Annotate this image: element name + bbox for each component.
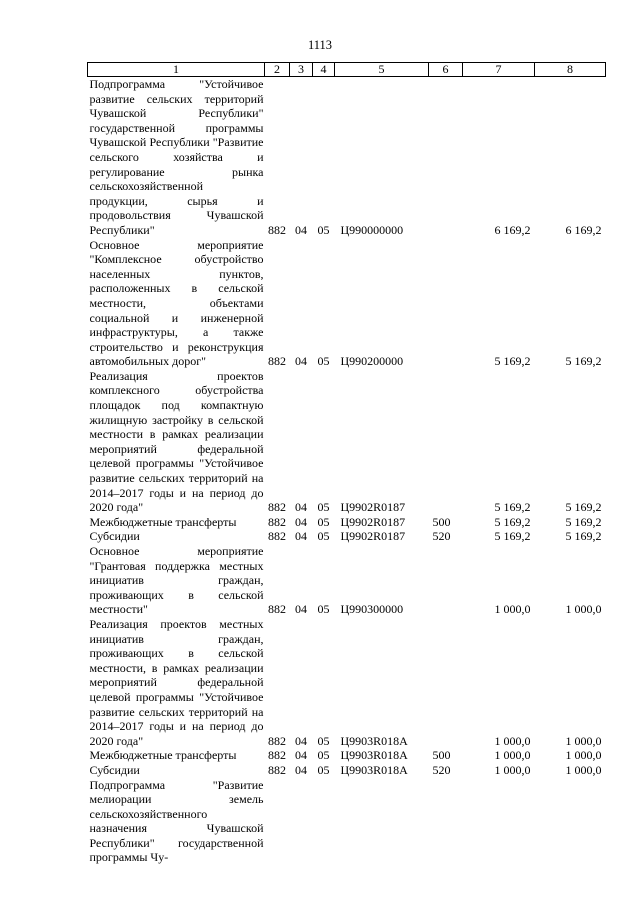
table-row	[88, 77, 606, 238]
table-row	[88, 617, 606, 748]
section-code-cell: 04	[295, 762, 307, 777]
row-name-cell: Основное мероприятие "Комплексное обустройство населенных пунктов, расположенных в сельской местности, объектами социальной и инженерной инфраструктуры, а также строительство и реконструкция автомобильных дорог"	[89, 237, 264, 369]
target-article-cell: Ц990200000	[340, 354, 404, 369]
expense-group-cell: 500	[432, 514, 451, 529]
subsection-code-cell: 05	[317, 733, 330, 748]
amount-2-cell: 5 169,2	[565, 500, 602, 515]
section-code-cell: 04	[295, 733, 307, 748]
amount-2-cell: 1 000,0	[565, 748, 602, 763]
row-name-cell: Субсидии	[89, 529, 140, 544]
amount-1-cell: 1 000,0	[494, 748, 531, 763]
section-code-cell: 04	[295, 602, 307, 617]
table-body	[88, 77, 606, 866]
subsection-code-cell: 05	[317, 529, 330, 544]
expense-group-cell	[429, 544, 463, 617]
ministry-code-cell: 882	[268, 222, 286, 237]
subsection-code-cell: 05	[317, 602, 330, 617]
expense-group-cell	[429, 617, 463, 748]
amount-1-cell	[463, 778, 535, 866]
section-code-cell: 04	[295, 222, 307, 237]
header-col-target: 5	[335, 63, 429, 77]
ministry-code-cell: 882	[268, 762, 286, 777]
header-col-amount-1: 7	[463, 63, 535, 77]
amount-2-cell: 1 000,0	[565, 733, 602, 748]
amount-1-cell: 5 169,2	[494, 514, 531, 529]
section-code-cell: 04	[295, 514, 307, 529]
amount-2-cell: 1 000,0	[565, 602, 602, 617]
table-row	[88, 748, 606, 763]
target-article-cell: Ц9903R018A	[340, 733, 408, 748]
amount-2-cell: 5 169,2	[565, 529, 602, 544]
amount-1-cell: 1 000,0	[494, 762, 531, 777]
expense-group-cell	[429, 369, 463, 515]
amount-2-cell: 6 169,2	[565, 222, 602, 237]
target-article-cell	[335, 778, 429, 866]
table-row	[88, 529, 606, 544]
row-name-cell: Основное мероприятие "Грантовая поддержка местных инициатив граждан, проживающих в сельской местности"	[89, 544, 264, 617]
ministry-code-cell: 882	[268, 500, 286, 515]
subsection-code-cell: 05	[317, 354, 330, 369]
ministry-code-cell: 882	[268, 748, 286, 763]
row-name-cell: Реализация проектов местных инициатив граждан, проживающих в сельской местности, в рамках реализации мероприятий федеральной целевой программы "Устойчивое развитие сельских территорий на 2014–2017 годы и на период до 2020 года"	[89, 616, 264, 748]
table-row	[88, 778, 606, 866]
header-col-ministry: 2	[265, 63, 290, 77]
expense-group-cell: 520	[432, 762, 451, 777]
table-row	[88, 369, 606, 515]
subsection-code-cell: 05	[317, 762, 330, 777]
section-code-cell: 04	[295, 354, 307, 369]
amount-2-cell: 1 000,0	[565, 762, 602, 777]
header-col-amount-2: 8	[535, 63, 606, 77]
target-article-cell: Ц9903R018A	[340, 762, 408, 777]
section-code-cell: 04	[295, 529, 307, 544]
row-name-cell: Подпрограмма "Устойчивое развитие сельских территорий Чувашской Республики" государственной программы Чувашской Республики "Развитие сельского хозяйства и регулирование рынка сельскохозяйственной продукции, сырья и продовольствия Чувашской Республики"	[89, 77, 264, 237]
header-row	[88, 63, 606, 77]
row-name-cell: Подпрограмма "Развитие мелиорации земель сельскохозяйственного назначения Чувашской Республики" государственной программы Чу-	[89, 777, 264, 865]
subsection-code-cell: 05	[317, 500, 330, 515]
ministry-code-cell: 882	[268, 602, 286, 617]
page-number: 1113	[307, 38, 333, 52]
expense-group-cell	[429, 77, 463, 238]
table-row	[88, 515, 606, 530]
header-col-group: 6	[429, 63, 463, 77]
section-code-cell	[290, 778, 313, 866]
amount-1-cell: 6 169,2	[494, 222, 531, 237]
target-article-cell: Ц990000000	[340, 222, 404, 237]
table-row	[88, 763, 606, 778]
header-col-name: 1	[88, 63, 265, 77]
expense-group-cell	[429, 778, 463, 866]
ministry-code-cell: 882	[268, 354, 286, 369]
budget-table	[87, 62, 606, 865]
section-code-cell: 04	[295, 748, 307, 763]
target-article-cell: Ц9902R0187	[340, 500, 406, 515]
ministry-code-cell: 882	[268, 733, 286, 748]
amount-2-cell: 5 169,2	[565, 514, 602, 529]
subsection-code-cell	[313, 778, 335, 866]
section-code-cell: 04	[295, 500, 307, 515]
header-col-section: 3	[290, 63, 313, 77]
row-name-cell: Субсидии	[89, 762, 140, 777]
amount-1-cell: 1 000,0	[494, 602, 531, 617]
subsection-code-cell: 05	[317, 222, 330, 237]
amount-1-cell: 5 169,2	[494, 354, 531, 369]
target-article-cell: Ц9902R0187	[340, 514, 406, 529]
target-article-cell: Ц9902R0187	[340, 529, 406, 544]
row-name-cell: Межбюджетные трансферты	[89, 748, 237, 763]
subsection-code-cell: 05	[317, 748, 330, 763]
expense-group-cell: 500	[432, 748, 451, 763]
row-name-cell: Межбюджетные трансферты	[89, 514, 237, 529]
target-article-cell: Ц9903R018A	[340, 748, 408, 763]
expense-group-cell: 520	[432, 529, 451, 544]
table-row	[88, 238, 606, 369]
amount-1-cell: 5 169,2	[494, 529, 531, 544]
amount-1-cell: 1 000,0	[494, 733, 531, 748]
target-article-cell: Ц990300000	[340, 602, 404, 617]
ministry-code-cell	[265, 778, 290, 866]
subsection-code-cell: 05	[317, 514, 330, 529]
header-col-subsection: 4	[313, 63, 335, 77]
ministry-code-cell: 882	[268, 529, 286, 544]
table-row	[88, 544, 606, 617]
amount-2-cell	[535, 778, 606, 866]
ministry-code-cell: 882	[268, 514, 286, 529]
expense-group-cell	[429, 238, 463, 369]
row-name-cell: Реализация проектов комплексного обустройства площадок под компактную жилищную застройку в сельской местности в рамках реализации мероприятий федеральной целевой программы "Устойчивое развитие сельских территорий на 2014–2017 годы и на период до 2020 года"	[89, 368, 264, 515]
amount-1-cell: 5 169,2	[494, 500, 531, 515]
table-header	[88, 63, 606, 77]
amount-2-cell: 5 169,2	[565, 354, 602, 369]
